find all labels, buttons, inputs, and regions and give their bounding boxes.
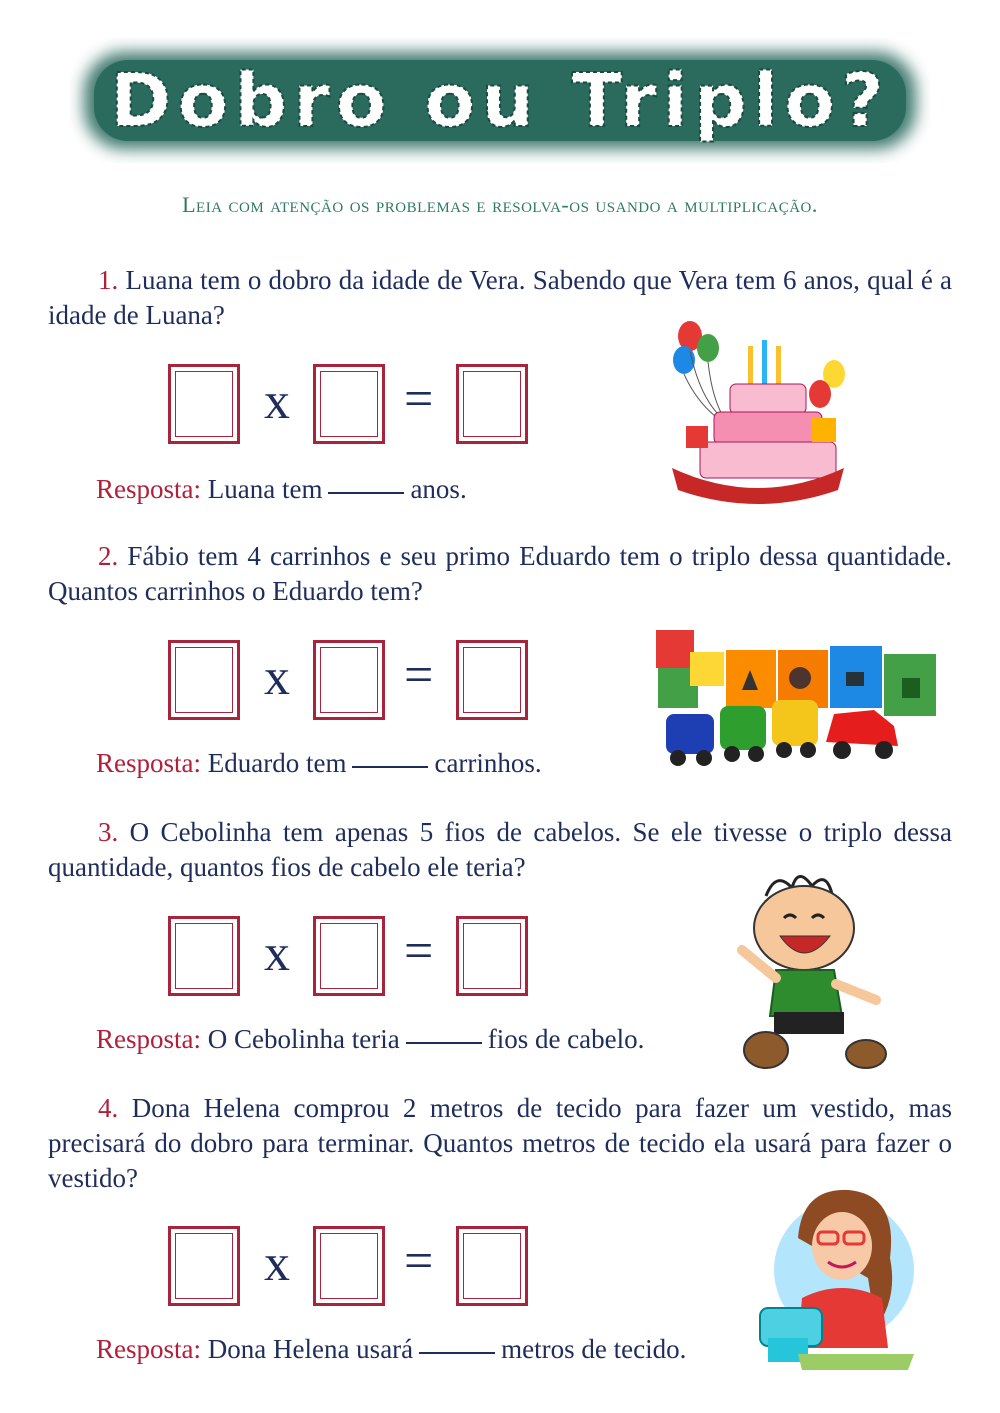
problem-text: O Cebolinha tem apenas 5 fios de cabelos. Se ele tivesse o triplo dessa quantidade, quantos fios de cabelo ele teria? xyxy=(48,817,952,882)
answer-blank[interactable] xyxy=(328,492,404,494)
answer-line-4 xyxy=(96,1334,686,1365)
problem-2 xyxy=(48,539,952,609)
title-graphic xyxy=(70,38,930,163)
answer-line-3 xyxy=(96,1024,644,1055)
answer-line-1 xyxy=(96,474,467,505)
answer-after: fios de cabelo. xyxy=(487,1024,645,1054)
answer-label: Resposta: xyxy=(96,474,201,504)
title-banner xyxy=(70,38,930,163)
times-sign: x xyxy=(264,373,290,430)
answer-box[interactable] xyxy=(168,916,240,996)
equals-sign: = xyxy=(404,371,434,428)
answer-box[interactable] xyxy=(313,640,385,720)
answer-box[interactable] xyxy=(456,916,528,996)
seamstress-icon xyxy=(758,1178,918,1374)
answer-label: Resposta: xyxy=(96,1334,201,1364)
page-title: Dobro ou Triplo? xyxy=(110,58,890,144)
problem-text: Dona Helena comprou 2 metros de tecido para fazer um vestido, mas precisará do dobro para terminar. Quantos metros de tecido ela usará para fazer o vestido? xyxy=(48,1093,953,1193)
answer-before: Eduardo tem xyxy=(207,748,347,778)
problem-number: 1. xyxy=(98,265,119,295)
answer-before: O Cebolinha teria xyxy=(207,1024,400,1054)
instructions: Leia com atenção os problemas e resolva-os usando a multiplicação. xyxy=(182,192,818,217)
answer-after: metros de tecido. xyxy=(501,1334,687,1364)
times-sign: x xyxy=(264,925,290,982)
answer-label: Resposta: xyxy=(96,748,201,778)
answer-box[interactable] xyxy=(456,364,528,444)
equation-4 xyxy=(168,1226,538,1312)
problem-number: 4. xyxy=(98,1093,119,1123)
answer-box[interactable] xyxy=(456,640,528,720)
equation-1 xyxy=(168,364,538,450)
problem-number: 2. xyxy=(98,541,119,571)
answer-box[interactable] xyxy=(168,640,240,720)
answer-blank[interactable] xyxy=(406,1042,482,1044)
answer-label: Resposta: xyxy=(96,1024,201,1054)
cartoon-boy-icon xyxy=(726,866,892,1076)
answer-before: Dona Helena usará xyxy=(207,1334,414,1364)
answer-blank[interactable] xyxy=(419,1352,495,1354)
answer-box[interactable] xyxy=(168,364,240,444)
answer-box[interactable] xyxy=(456,1226,528,1306)
equals-sign: = xyxy=(404,923,434,980)
answer-box[interactable] xyxy=(313,364,385,444)
toy-cars-icon xyxy=(650,622,940,774)
answer-after: carrinhos. xyxy=(434,748,542,778)
answer-box[interactable] xyxy=(313,1226,385,1306)
equals-sign: = xyxy=(404,647,434,704)
times-sign: x xyxy=(264,649,290,706)
problem-text: Luana tem o dobro da idade de Vera. Sabendo que Vera tem 6 anos, qual é a idade de Luana? xyxy=(48,265,953,330)
answer-line-2 xyxy=(96,748,542,779)
equation-2 xyxy=(168,640,538,726)
answer-box[interactable] xyxy=(313,916,385,996)
equals-sign: = xyxy=(404,1233,434,1290)
equation-3 xyxy=(168,916,538,1002)
times-sign: x xyxy=(264,1235,290,1292)
answer-box[interactable] xyxy=(168,1226,240,1306)
answer-before: Luana tem xyxy=(207,474,323,504)
problem-number: 3. xyxy=(98,817,119,847)
answer-blank[interactable] xyxy=(352,766,428,768)
answer-after: anos. xyxy=(410,474,467,504)
problem-text: Fábio tem 4 carrinhos e seu primo Eduardo tem o triplo dessa quantidade. Quantos carrinhos o Eduardo tem? xyxy=(48,541,953,606)
birthday-cake-icon xyxy=(662,318,854,508)
